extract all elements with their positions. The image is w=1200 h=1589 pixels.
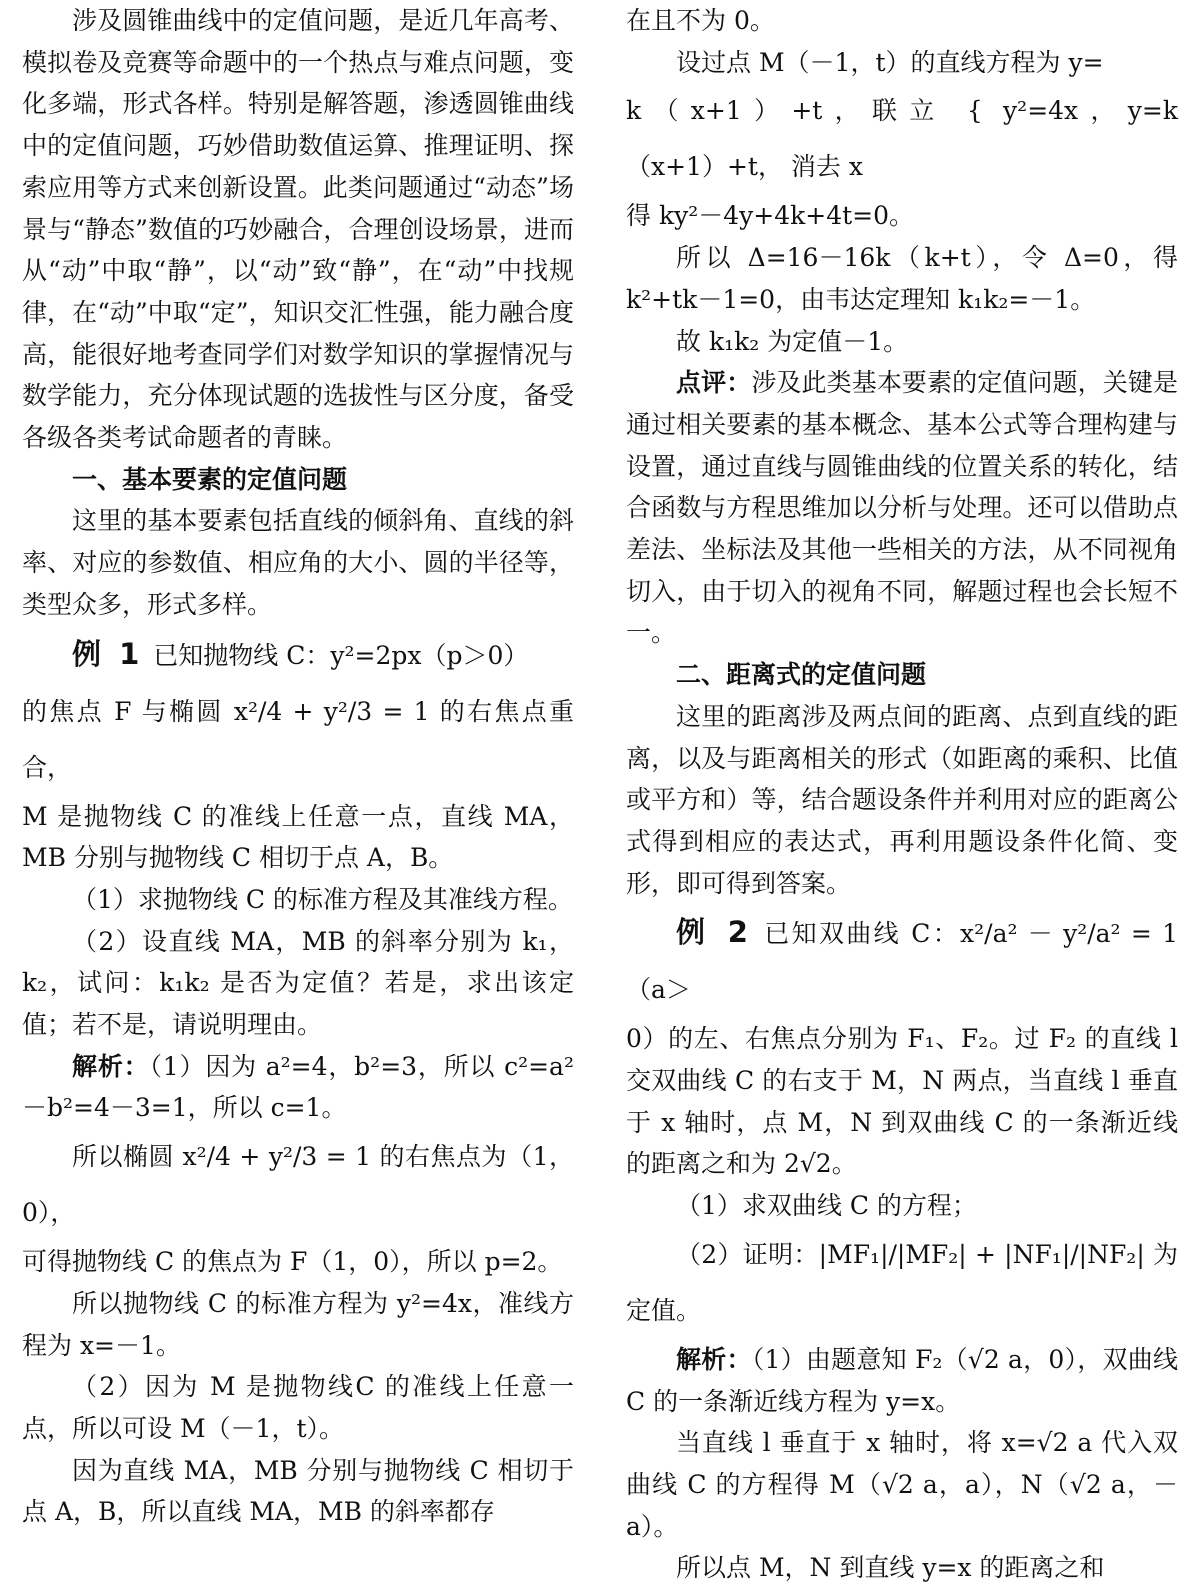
example1-question-1: （1）求抛物线 C 的标准方程及其准线方程。 [72, 884, 573, 914]
continuation-5: 所以 Δ=16－16k（k+t），令 Δ=0，得 k²+tk－1=0，由韦达定理知 k₁k₂=－1。 [626, 243, 1178, 314]
example1-label: 例 1 [72, 636, 144, 671]
example2-question-1: （1）求双曲线 C 的方程； [676, 1191, 977, 1221]
example2-stem-a: 已知双曲线 C：x²/a² － y²/a² = 1（a＞ [626, 919, 1178, 1005]
continuation-6: 故 k₁k₂ 为定值－1。 [676, 326, 909, 356]
intro-paragraph: 涉及圆锥曲线中的定值问题，是近几年高考、模拟卷及竞赛等命题中的一个热点与难点问题，变化多端，形式各样。特别是解答题，渗透圆锥曲线中的定值问题，巧妙借助数值运算、推理证明、探索应用等方式来创新设置。此类问题通过“动态”场景与“静态”数值的巧妙融合，合理创设场景，进而从“动”中取“静”，以“动”致“静”，在“动”中找规律，在“动”中取“定”，知识交汇性强，能力融合度高，能很好地考查同学们对数学知识的掌握情况与数学能力，充分体现试题的选拔性与区分度，备受各级各类考试命题者的青睐。 [22, 6, 574, 453]
solution1-text-a: （1）因为 a²=4，b²=3，所以 c²=a²－b²=4－3=1，所以 c=1。 [22, 1051, 574, 1123]
example2-question-2: （2）证明：|MF₁|/|MF₂| + |NF₁|/|NF₂| 为定值。 [626, 1239, 1178, 1325]
section-heading-2: 二、距离式的定值问题 [676, 660, 927, 690]
example1-stem-c: M 是抛物线 C 的准线上任意一点，直线 MA，MB 分别与抛物线 C 相切于点 A，B。 [22, 801, 574, 873]
section-heading-1: 一、基本要素的定值问题 [72, 464, 348, 494]
solution1-line-c: 可得抛物线 C 的焦点为 F（1，0），所以 p=2。 [22, 1247, 563, 1277]
example2-label: 例 2 [676, 915, 752, 950]
continuation-2: 设过点 M（－1，t）的直线方程为 y= [676, 47, 1104, 77]
comment-label: 点评： [676, 368, 752, 398]
example1-stem-b: 的焦点 F 与椭圆 x²/4 + y²/3 = 1 的右焦点重合， [22, 696, 574, 782]
solution1-line-f: 因为直线 MA，MB 分别与抛物线 C 相切于点 A，B，所以直线 MA，MB 的斜率都存 [22, 1455, 574, 1527]
left-column [22, 0, 574, 1527]
solution1-label: 解析： [72, 1051, 150, 1081]
solution2-line-b: 当直线 l 垂直于 x 轴时，将 x=√2 a 代入双曲线 C 的方程得 M（√2 a，a），N（√2 a，－a）。 [626, 1428, 1178, 1541]
solution2-line-a [626, 1339, 1178, 1422]
example2-stem-line [626, 904, 1178, 1018]
example2-stem-b: 0）的左、右焦点分别为 F₁、F₂。过 F₂ 的直线 l 交双曲线 C 的右支于 M，N 两点，当直线 l 垂直于 x 轴时，点 M，N 到双曲线 C 的一条渐近线的距离之和为 2√2。 [626, 1024, 1178, 1179]
solution2-text-a: （1）由题意知 F₂（√2 a，0），双曲线 C 的一条渐近线方程为 y=x。 [626, 1344, 1178, 1416]
right-column [626, 0, 1178, 1583]
solution1-line-b: 所以椭圆 x²/4 + y²/3 = 1 的右焦点为（1，0）， [22, 1142, 574, 1228]
continuation-1: 在且不为 0。 [626, 6, 775, 35]
section1-paragraph: 这里的基本要素包括直线的倾斜角、直线的斜率、对应的参数值、相应角的大小、圆的半径等，类型众多，形式多样。 [22, 506, 574, 619]
comment-paragraph [626, 362, 1178, 654]
comment-text: 涉及此类基本要素的定值问题，关键是通过相关要素的基本概念、基本公式等合理构建与设置，通过直线与圆锥曲线的位置关系的转化，结合函数与方程思维加以分析与处理。还可以借助点差法、坐标法及其他一些相关的方法，从不同视角切入，由于切入的视角不同，解题过程也会长短不一。 [626, 368, 1178, 648]
section2-paragraph: 这里的距离涉及两点间的距离、点到直线的距离，以及与距离相关的形式（如距离的乘积、比值或平方和）等，结合题设条件并利用对应的距离公式得到相应的表达式，再利用题设条件化简、变形，即可得到答案。 [626, 701, 1178, 898]
solution1-line-e: （2）因为 M 是抛物线C 的准线上任意一点，所以可设 M（－1，t）。 [22, 1372, 574, 1443]
example1-question-2: （2）设直线 MA，MB 的斜率分别为 k₁，k₂，试问：k₁k₂ 是否为定值？若是，求出该定值；若不是，请说明理由。 [22, 926, 574, 1040]
continuation-3: k（x+1）+t，联立 { y²=4x，y=k（x+1）+t， 消去 x [626, 96, 1178, 182]
example1-stem-line [22, 626, 574, 684]
solution2-label: 解析： [676, 1344, 752, 1374]
solution1-line-d: 所以抛物线 C 的标准方程为 y²=4x，准线方程为 x=－1。 [22, 1288, 574, 1360]
solution2-line-c: 所以点 M，N 到直线 y=x 的距离之和 [676, 1553, 1105, 1583]
example1-stem-a: 已知抛物线 C：y²=2px（p＞0） [153, 640, 529, 670]
solution1-line-a [22, 1046, 574, 1129]
continuation-4: 得 ky²－4y+4k+4t=0。 [626, 201, 915, 231]
